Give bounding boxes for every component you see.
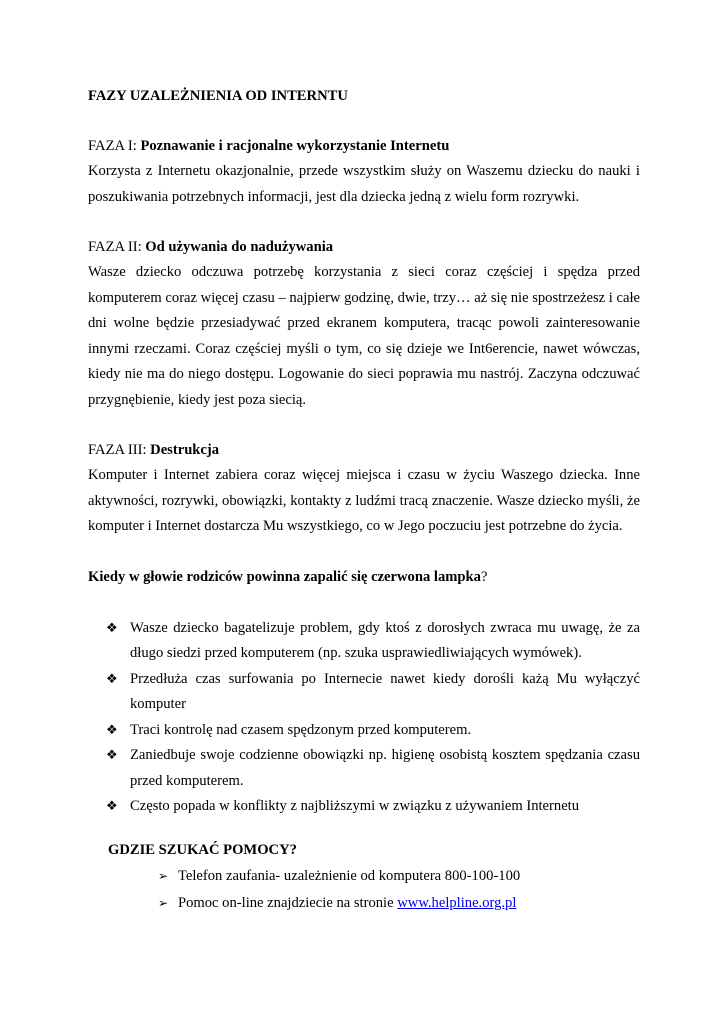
list-item-text: Wasze dziecko bagatelizuje problem, gdy ktoś z dorosłych zwraca mu uwagę, że za długo siedzi przed komputerem (np. szuka usprawiedliwiających wymówek). xyxy=(130,619,640,661)
phase-3-label: FAZA III: xyxy=(88,442,151,458)
phase-2-text: Wasze dziecko odczuwa potrzebę korzystania z sieci coraz częściej i spędza przed komputerem coraz więcej czasu – najpierw godzinę, dwie, trzy… aż się nie spostrzeżesz i całe dni wolne będzie przesiadywać przed ekranem komputera, tracąc powoli zainteresowanie innymi rzeczami. Coraz częściej myśli o tym, co się dzieje we Int6erencie, nawet wówczas, kiedy nie ma do niego dostępu. Logowanie do sieci poprawia mu nastrój. Zaczyna odczuwać przygnębienie, kiedy jest poza siecią. xyxy=(88,264,640,408)
arrow-bullet-icon: ➢ xyxy=(158,868,169,883)
list-item-text: Traci kontrolę nad czasem spędzonym przed komputerem. xyxy=(130,721,472,738)
phase-2-label: FAZA II: xyxy=(88,239,146,255)
list-item-text: Przedłuża czas surfowania po Internecie nawet kiedy dorośli każą Mu wyłączyć komputer xyxy=(130,670,640,712)
diamond-bullet-icon: ❖ xyxy=(106,671,118,687)
list-item xyxy=(88,794,640,820)
diamond-bullet-icon: ❖ xyxy=(106,748,118,763)
help-online-item xyxy=(88,890,640,917)
helpline-link[interactable]: www.helpline.org.pl xyxy=(397,894,517,911)
warning-question-text: Kiedy w głowie rodziców powinna zapalić się czerwona lampka xyxy=(88,568,481,585)
list-item xyxy=(88,718,640,744)
list-item xyxy=(88,616,640,667)
phase-1-name: Poznawanie i racjonalne wykorzystanie Internetu xyxy=(140,138,450,154)
phase-1-heading xyxy=(88,134,640,159)
phase-3-heading xyxy=(88,438,640,463)
warning-question xyxy=(88,565,640,590)
document-page xyxy=(88,84,640,917)
help-online-text: Pomoc on-line znajdziecie na stronie xyxy=(178,894,398,911)
list-item-text: Zaniedbuje swoje codzienne obowiązki np. higienę osobistą kosztem spędzania czasu przed komputerem. xyxy=(130,747,640,789)
warning-list xyxy=(88,616,640,820)
diamond-bullet-icon: ❖ xyxy=(106,620,118,636)
phase-2-name: Od używania do nadużywania xyxy=(145,239,334,255)
phase-3-section xyxy=(88,438,640,540)
help-phone-item xyxy=(88,863,640,890)
phase-1-label: FAZA I: xyxy=(88,138,141,154)
arrow-bullet-icon: ➢ xyxy=(158,895,169,910)
list-item xyxy=(88,743,640,794)
phase-2-heading xyxy=(88,235,640,260)
diamond-bullet-icon: ❖ xyxy=(106,799,118,814)
list-item-text: Często popada w konflikty z najbliższymi w związku z używaniem Internetu xyxy=(130,798,580,814)
help-list xyxy=(88,863,640,917)
document-title: FAZY UZALEŻNIENIA OD INTERNTU xyxy=(88,88,348,104)
help-title: GDZIE SZUKAĆ POMOCY? xyxy=(108,841,297,858)
phase-1-text: Korzysta z Internetu okazjonalnie, przede wszystkim służy on Waszemu dziecku do nauki i poszukiwania potrzebnych informacji, jest dla dziecka jedną z wielu form rozrywki. xyxy=(88,163,640,205)
phase-3-name: Destrukcja xyxy=(150,442,220,458)
phase-3-text: Komputer i Internet zabiera coraz więcej miejsca i czasu w życiu Waszego dziecka. Inne aktywności, rozrywki, obowiązki, kontakty z ludźmi tracą znaczenie. Wasze dziecko myśli, że komputer i Internet dostarcza Mu wszystkiego, co w Jego poczuciu jest potrzebne do życia. xyxy=(88,467,640,534)
phase-2-section xyxy=(88,235,640,413)
diamond-bullet-icon: ❖ xyxy=(106,722,118,738)
list-item xyxy=(88,667,640,718)
phase-1-section xyxy=(88,134,640,210)
question-mark: ? xyxy=(480,568,488,585)
help-phone-text: Telefon zaufania- uzależnienie od komputera 800-100-100 xyxy=(178,867,521,884)
